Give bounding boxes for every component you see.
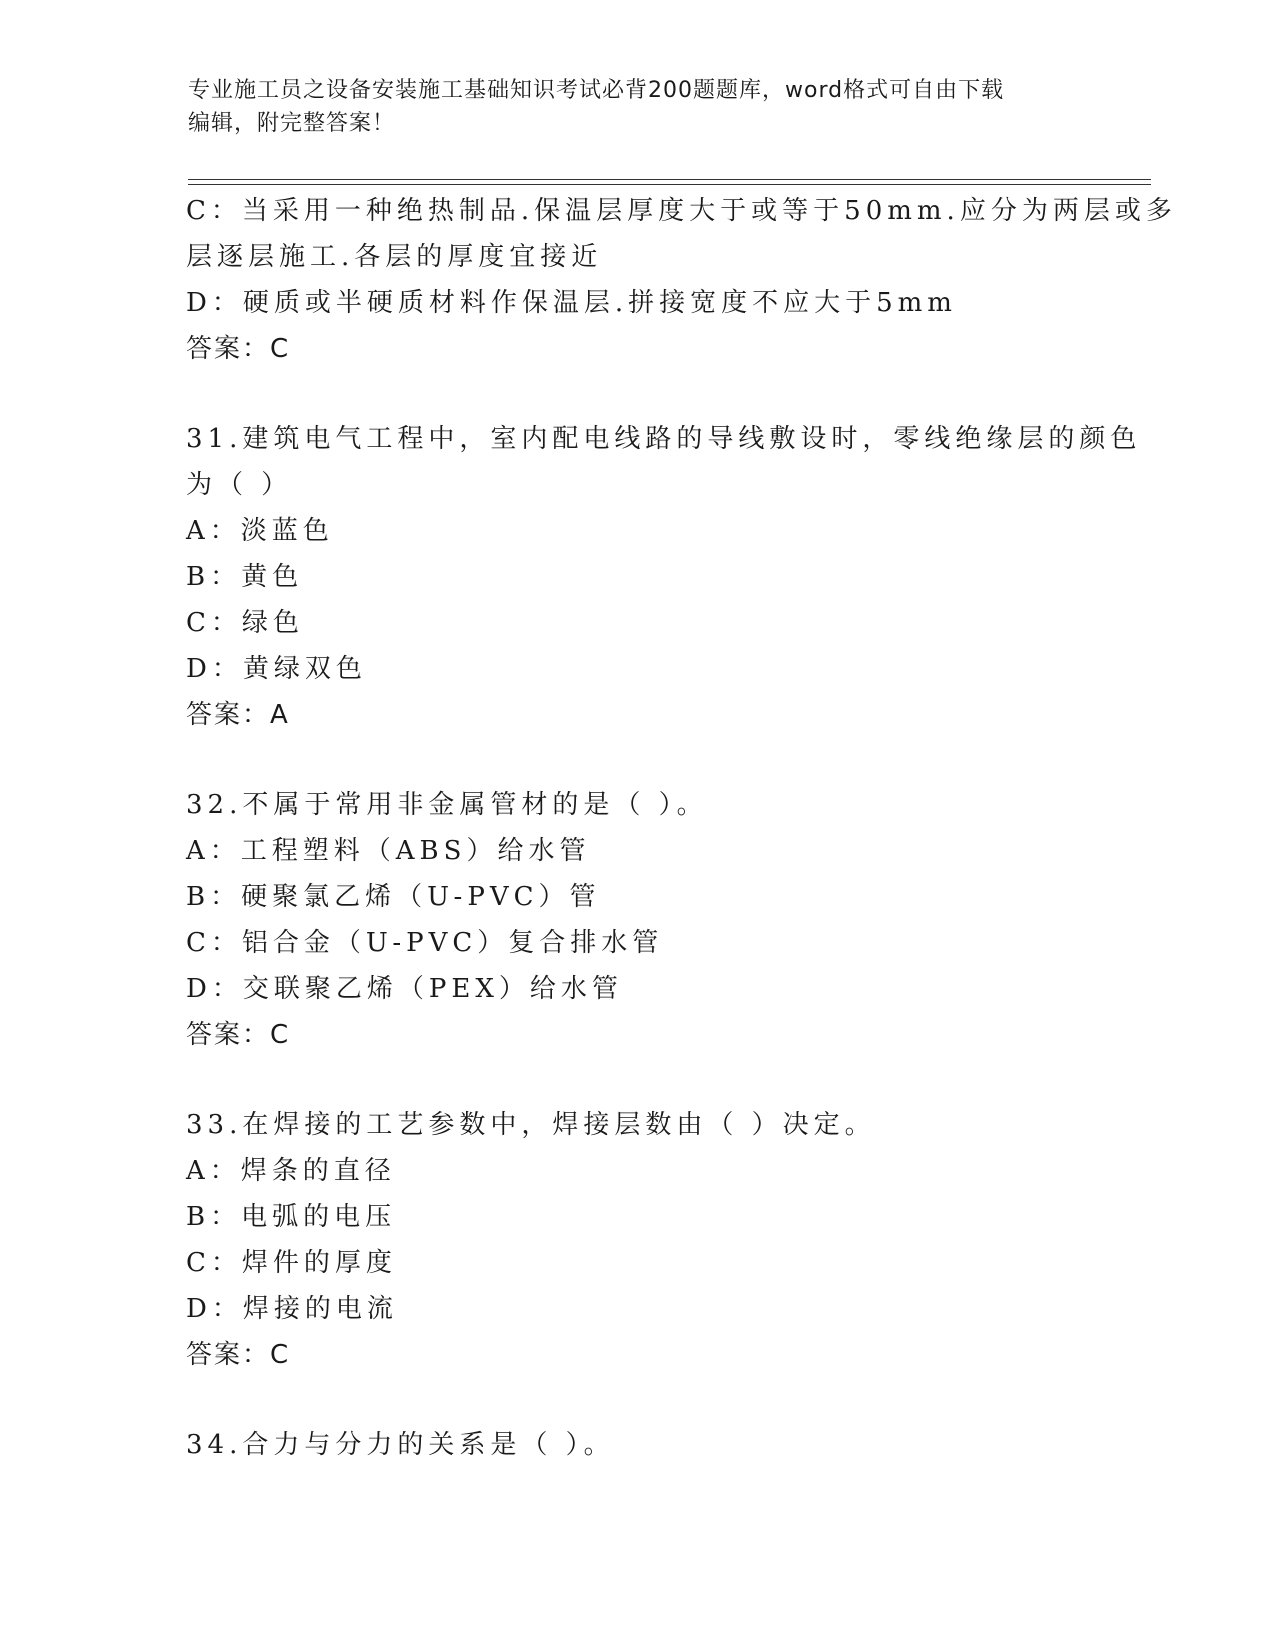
option-c-continued: 层逐层施工.各层的厚度宜接近 [186, 242, 603, 272]
question-stem: 31.建筑电气工程中，室内配电线路的导线敷设时，零线绝缘层的颜色 [186, 424, 1142, 454]
header-divider-bottom [188, 184, 1151, 185]
option-b: B：黄色 [186, 562, 304, 592]
header-title-line2: 编辑，附完整答案！ [188, 111, 396, 136]
option-d: D：黄绿双色 [186, 654, 367, 684]
question-stem: 34.合力与分力的关系是（ ）。 [186, 1430, 615, 1460]
question-block-33 [186, 1102, 1086, 1378]
option-b: B：硬聚氯乙烯（U-PVC）管 [186, 882, 601, 912]
option-c: C：当采用一种绝热制品.保温层厚度大于或等于50mm.应分为两层或多 [186, 196, 1177, 226]
question-stem-continued: 为（ ） [186, 470, 293, 500]
answer-line: 答案：C [186, 1340, 291, 1370]
question-stem: 33.在焊接的工艺参数中，焊接层数由（ ）决定。 [186, 1110, 876, 1140]
answer-line: 答案：C [186, 1020, 291, 1050]
question-block-32 [186, 782, 1086, 1058]
option-d: D：焊接的电流 [186, 1294, 398, 1324]
option-b: B：电弧的电压 [186, 1202, 397, 1232]
option-a: A：工程塑料（ABS）给水管 [186, 836, 591, 866]
option-d: D：硬质或半硬质材料作保温层.拼接宽度不应大于5mm [186, 288, 957, 318]
option-c: C：铝合金（U-PVC）复合排水管 [186, 928, 664, 958]
option-a: A：淡蓝色 [186, 516, 334, 546]
question-stem: 32.不属于常用非金属管材的是（ ）。 [186, 790, 708, 820]
question-block-34 [186, 1422, 1086, 1468]
option-c: C：绿色 [186, 608, 304, 638]
option-c: C：焊件的厚度 [186, 1248, 397, 1278]
option-d: D：交联聚乙烯（PEX）给水管 [186, 974, 623, 1004]
option-a: A：焊条的直径 [186, 1156, 396, 1186]
document-header [188, 74, 1088, 140]
question-list [186, 188, 1177, 1468]
question-block-prev [186, 188, 1177, 372]
header-title-line1: 专业施工员之设备安装施工基础知识考试必背200题题库，word格式可自由下载 [188, 78, 1005, 103]
answer-line: 答案：C [186, 334, 291, 364]
header-divider-top [188, 179, 1151, 180]
answer-line: 答案：A [186, 700, 290, 730]
question-block-31 [186, 416, 1142, 738]
